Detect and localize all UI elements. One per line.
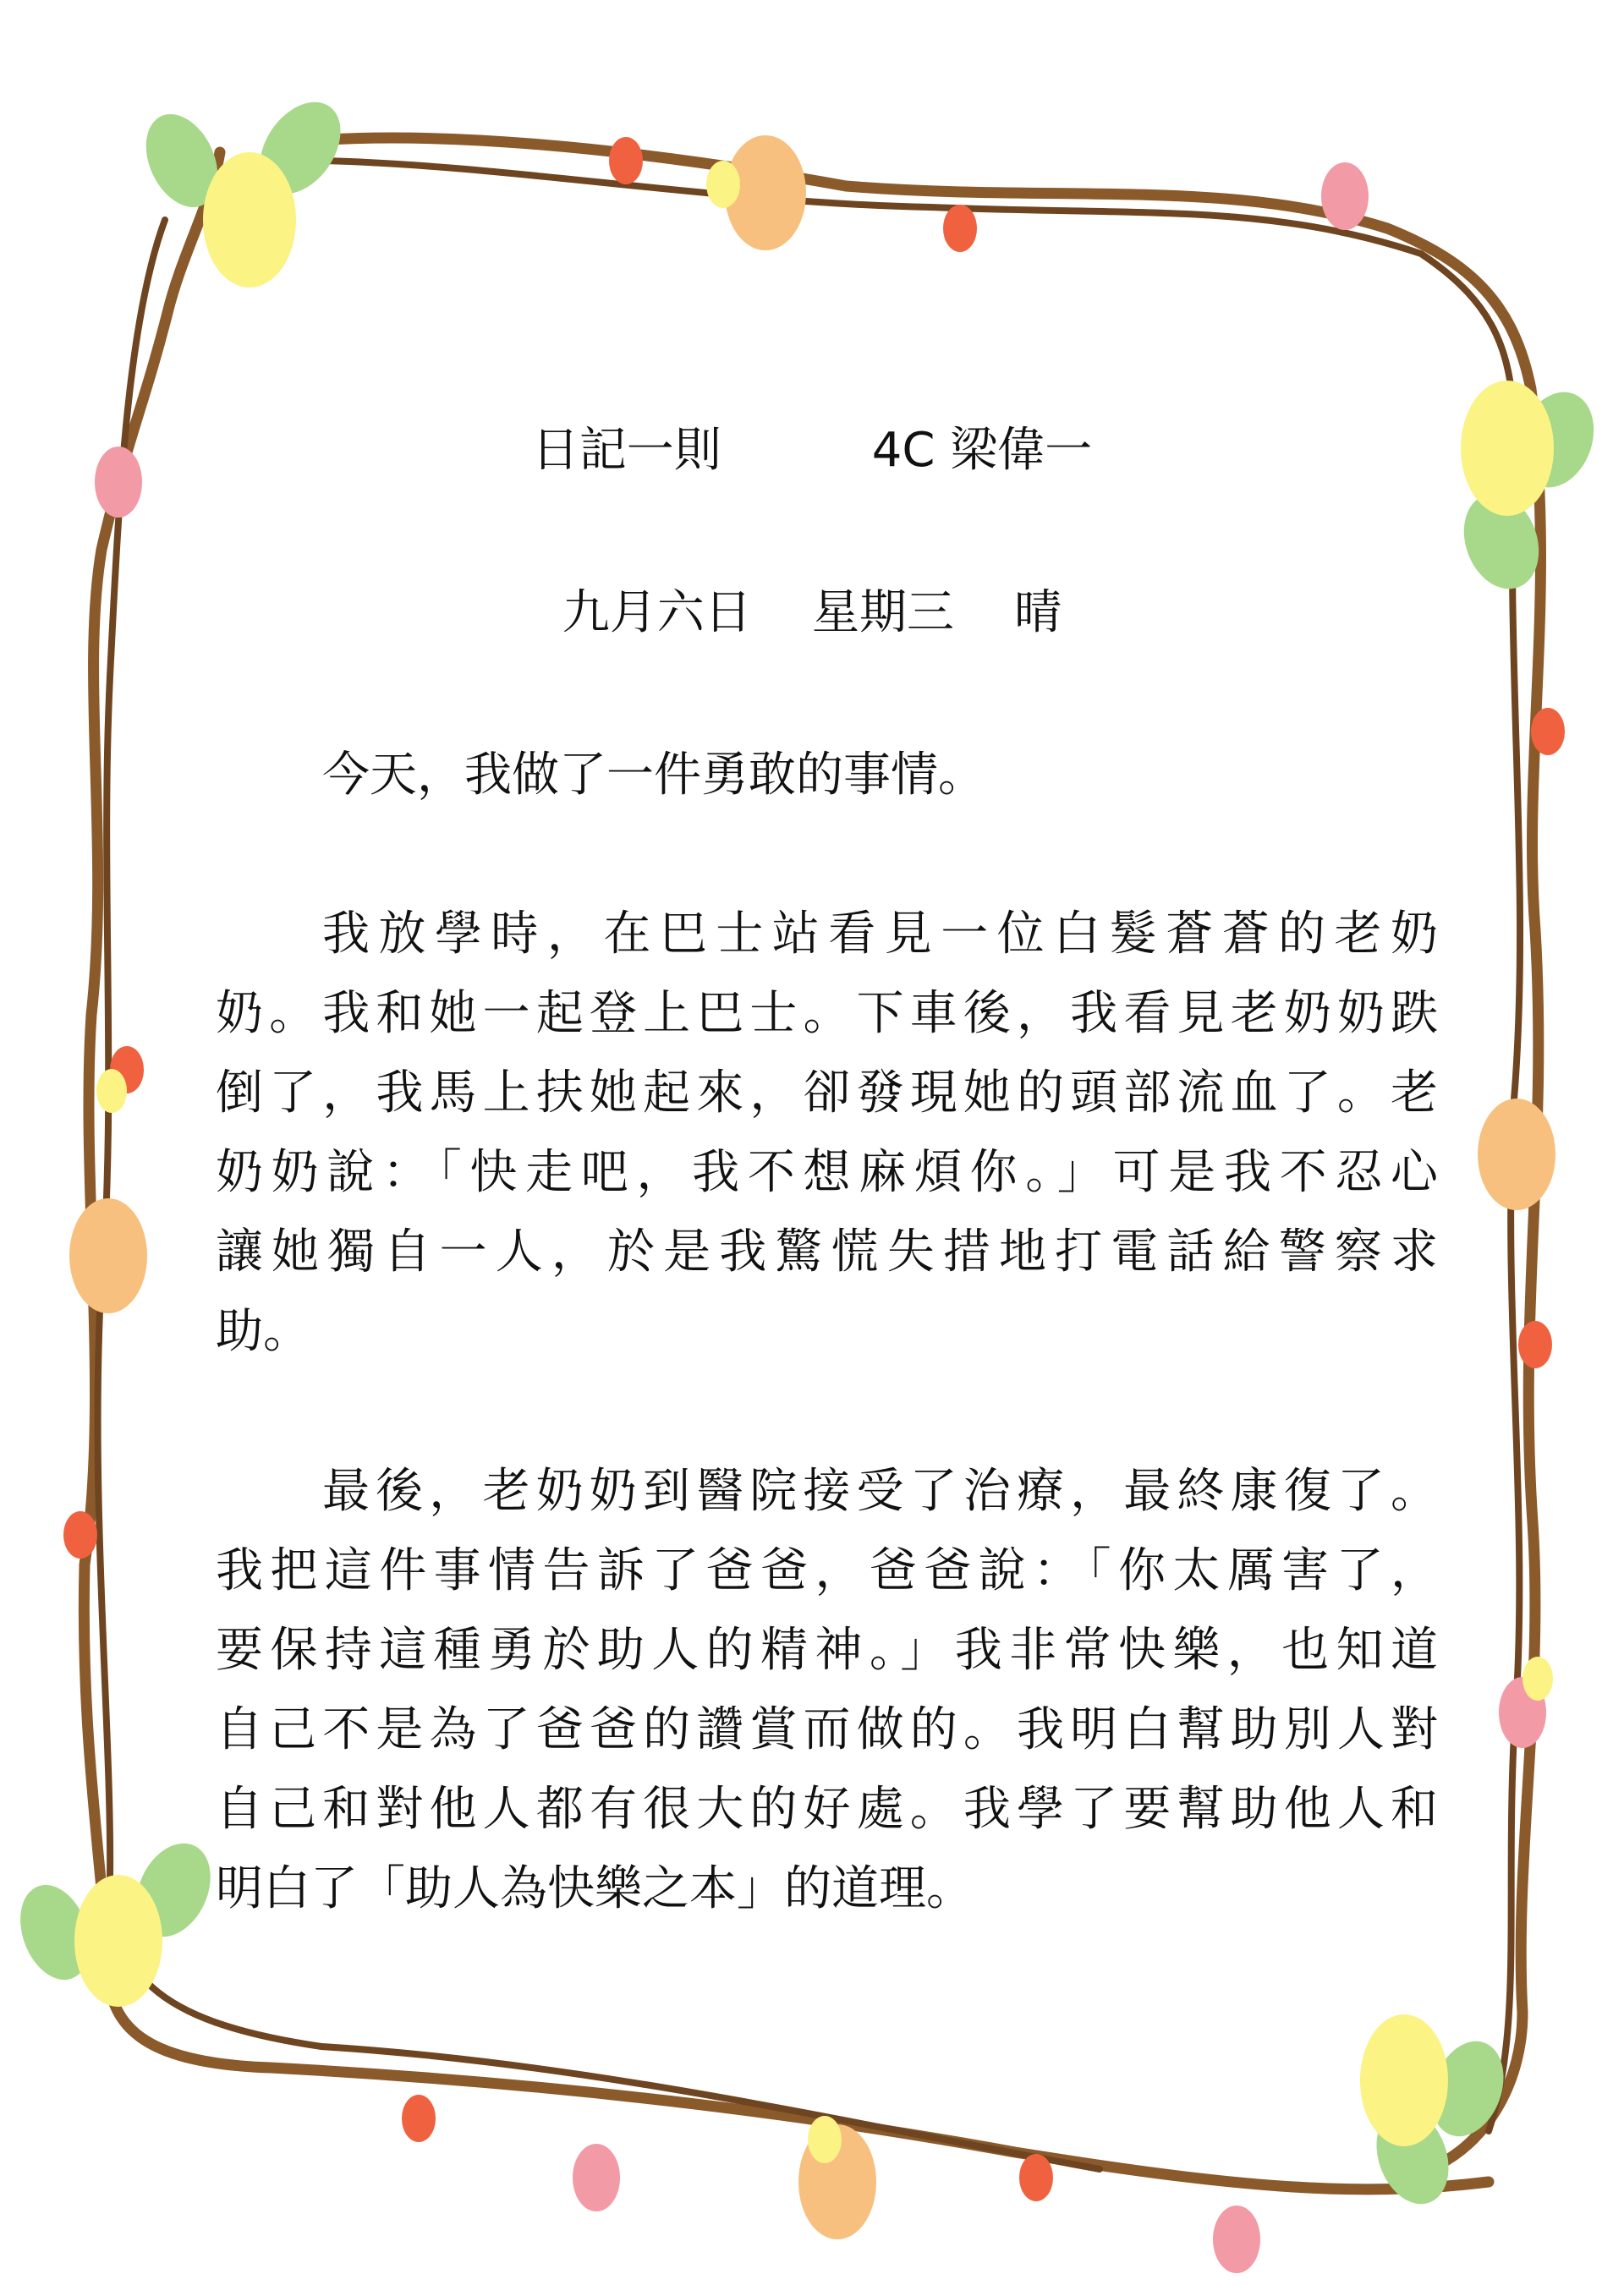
diary-date: 九月六日 <box>562 585 752 640</box>
paragraph-line: 我把這件事情告訴了爸爸，爸爸說：「你太厲害了， <box>216 1543 1438 1598</box>
diary-weather: 晴 <box>1014 585 1062 640</box>
paragraph-line: 明白了「助人為快樂之本」的道理。 <box>216 1861 974 1916</box>
diary-weekday: 星期三 <box>812 585 954 640</box>
paragraph-line: 今天，我做了一件勇敢的事情。 <box>322 748 985 803</box>
author-class-name: 4C 梁偉一 <box>871 423 1093 478</box>
paragraph-line: 奶。我和她一起登上巴士。下車後，我看見老奶奶跌 <box>216 986 1438 1041</box>
paragraph-2 <box>216 895 1438 1372</box>
paragraph-line: 我放學時，在巴士站看見一位白髮蒼蒼的老奶 <box>322 907 1438 962</box>
paragraph-line: 倒了，我馬上扶她起來，卻發現她的頭部流血了。老 <box>216 1066 1438 1121</box>
paragraph-line: 要保持這種勇於助人的精神。」我非常快樂，也知道 <box>216 1623 1438 1678</box>
paragraph-line: 奶奶說：「快走吧，我不想麻煩你。」可是我不忍心 <box>216 1145 1438 1200</box>
diary-title: 日記一則 <box>531 423 721 478</box>
paragraph-line: 助。 <box>216 1304 310 1359</box>
date-line <box>0 584 1624 643</box>
paragraph-line: 自己和對他人都有很大的好處。我學了要幫助他人和 <box>216 1782 1438 1837</box>
diary-header <box>0 421 1624 480</box>
paragraph-1 <box>216 736 1438 815</box>
paragraph-line: 最後，老奶奶到醫院接受了治療，最終康復了。 <box>322 1464 1438 1519</box>
paragraph-3 <box>216 1452 1438 1929</box>
paragraph-line: 自己不是為了爸爸的讚賞而做的。我明白幫助別人對 <box>216 1702 1438 1757</box>
paragraph-line: 讓她獨自一人，於是我驚慌失措地打電話給警察求 <box>216 1225 1438 1280</box>
